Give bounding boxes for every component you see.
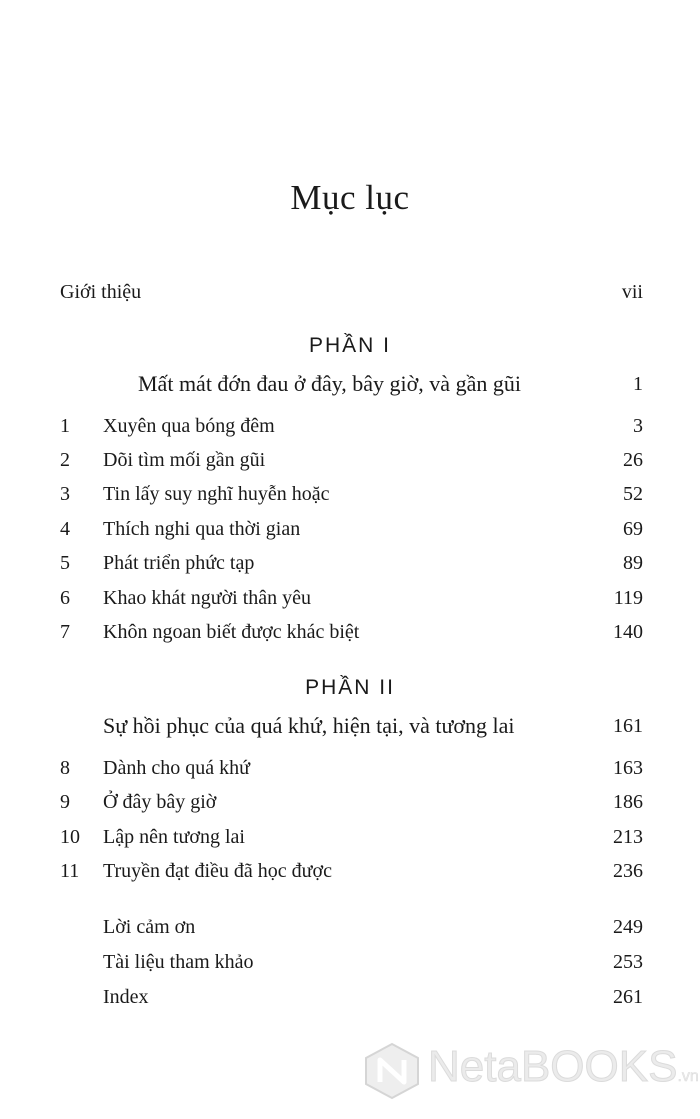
part-1-label: PHẦN I — [308, 334, 391, 357]
chapter-number: 1 — [60, 415, 70, 437]
part-2-title-row[interactable] — [60, 709, 643, 743]
chapter-title: Khao khát người thân yêu — [103, 587, 312, 609]
chapter-title: Tin lấy suy nghĩ huyễn hoặc — [103, 483, 330, 505]
chapter-page: 3 — [633, 415, 643, 437]
part-2-page: 161 — [613, 715, 643, 737]
chapter-number: 3 — [60, 483, 70, 505]
chapter-number: 7 — [60, 621, 70, 643]
toc-chapter-row[interactable] — [60, 822, 643, 852]
chapter-title: Truyền đạt điều đã học được — [103, 860, 332, 882]
page-title: Mục lục — [290, 178, 410, 217]
toc-chapter-row[interactable] — [60, 583, 643, 613]
backmatter-title: Tài liệu tham khảo — [103, 951, 254, 973]
chapter-title: Dõi tìm mối gần gũi — [103, 449, 266, 471]
chapter-title: Xuyên qua bóng đêm — [103, 415, 275, 437]
backmatter-title: Index — [103, 986, 149, 1008]
chapter-title: Thích nghi qua thời gian — [103, 518, 301, 540]
chapter-title: Lập nên tương lai — [103, 826, 245, 848]
toc-chapter-row[interactable] — [60, 617, 643, 647]
chapter-page: 52 — [623, 483, 643, 505]
chapter-number: 11 — [60, 860, 80, 882]
toc-chapter-row[interactable] — [60, 479, 643, 509]
chapter-page: 69 — [623, 518, 643, 540]
backmatter-title: Lời cảm ơn — [103, 916, 196, 938]
toc-entry-page: vii — [621, 281, 643, 303]
toc-chapter-row[interactable] — [60, 753, 643, 783]
toc-backmatter-row[interactable] — [60, 912, 643, 942]
part-2-label: PHẦN II — [305, 676, 395, 699]
toc-chapter-row[interactable] — [60, 787, 643, 817]
backmatter-page: 261 — [613, 986, 643, 1008]
backmatter-page: 253 — [613, 951, 643, 973]
chapter-page: 186 — [613, 791, 643, 813]
chapter-title: Ở đây bây giờ — [103, 791, 217, 813]
toc-chapter-row[interactable] — [60, 514, 643, 544]
toc-chapter-row[interactable] — [60, 445, 643, 475]
watermark — [362, 1040, 699, 1100]
watermark-brand: NetaBOOKS — [428, 1042, 678, 1091]
chapter-title: Phát triển phức tạp — [103, 552, 255, 574]
toc-chapter-row[interactable] — [60, 548, 643, 578]
part-1-title: Mất mát đớn đau ở đây, bây giờ, và gần gũi — [138, 371, 521, 396]
chapter-number: 5 — [60, 552, 70, 574]
chapter-page: 119 — [613, 587, 643, 609]
chapter-number: 9 — [60, 791, 70, 813]
chapter-number: 4 — [60, 518, 70, 540]
chapter-page: 213 — [613, 826, 643, 848]
part-1-page: 1 — [633, 373, 643, 395]
chapter-number: 6 — [60, 587, 70, 609]
backmatter-page: 249 — [613, 916, 643, 938]
toc-entry-text: Giới thiệu — [60, 281, 142, 303]
chapter-page: 140 — [613, 621, 643, 643]
netabooks-logo-icon — [362, 1042, 422, 1100]
watermark-suffix: .vn — [677, 1068, 699, 1085]
chapter-page: 163 — [613, 757, 643, 779]
toc-entry-intro[interactable] — [60, 277, 643, 307]
chapter-page: 89 — [623, 552, 643, 574]
toc-backmatter-row[interactable] — [60, 947, 643, 977]
chapter-number: 8 — [60, 757, 70, 779]
toc-chapter-row[interactable] — [60, 856, 643, 886]
chapter-page: 236 — [613, 860, 643, 882]
toc-backmatter-row[interactable] — [60, 982, 643, 1012]
watermark-text — [428, 1042, 699, 1092]
chapter-number: 10 — [60, 826, 80, 848]
part-1-title-row[interactable] — [60, 367, 643, 401]
chapter-page: 26 — [623, 449, 643, 471]
part-2-title: Sự hồi phục của quá khứ, hiện tại, và tương lai — [103, 713, 515, 738]
chapter-number: 2 — [60, 449, 70, 471]
chapter-title: Khôn ngoan biết được khác biệt — [103, 621, 360, 643]
chapter-title: Dành cho quá khứ — [103, 757, 250, 779]
toc-chapter-row[interactable] — [60, 411, 643, 441]
